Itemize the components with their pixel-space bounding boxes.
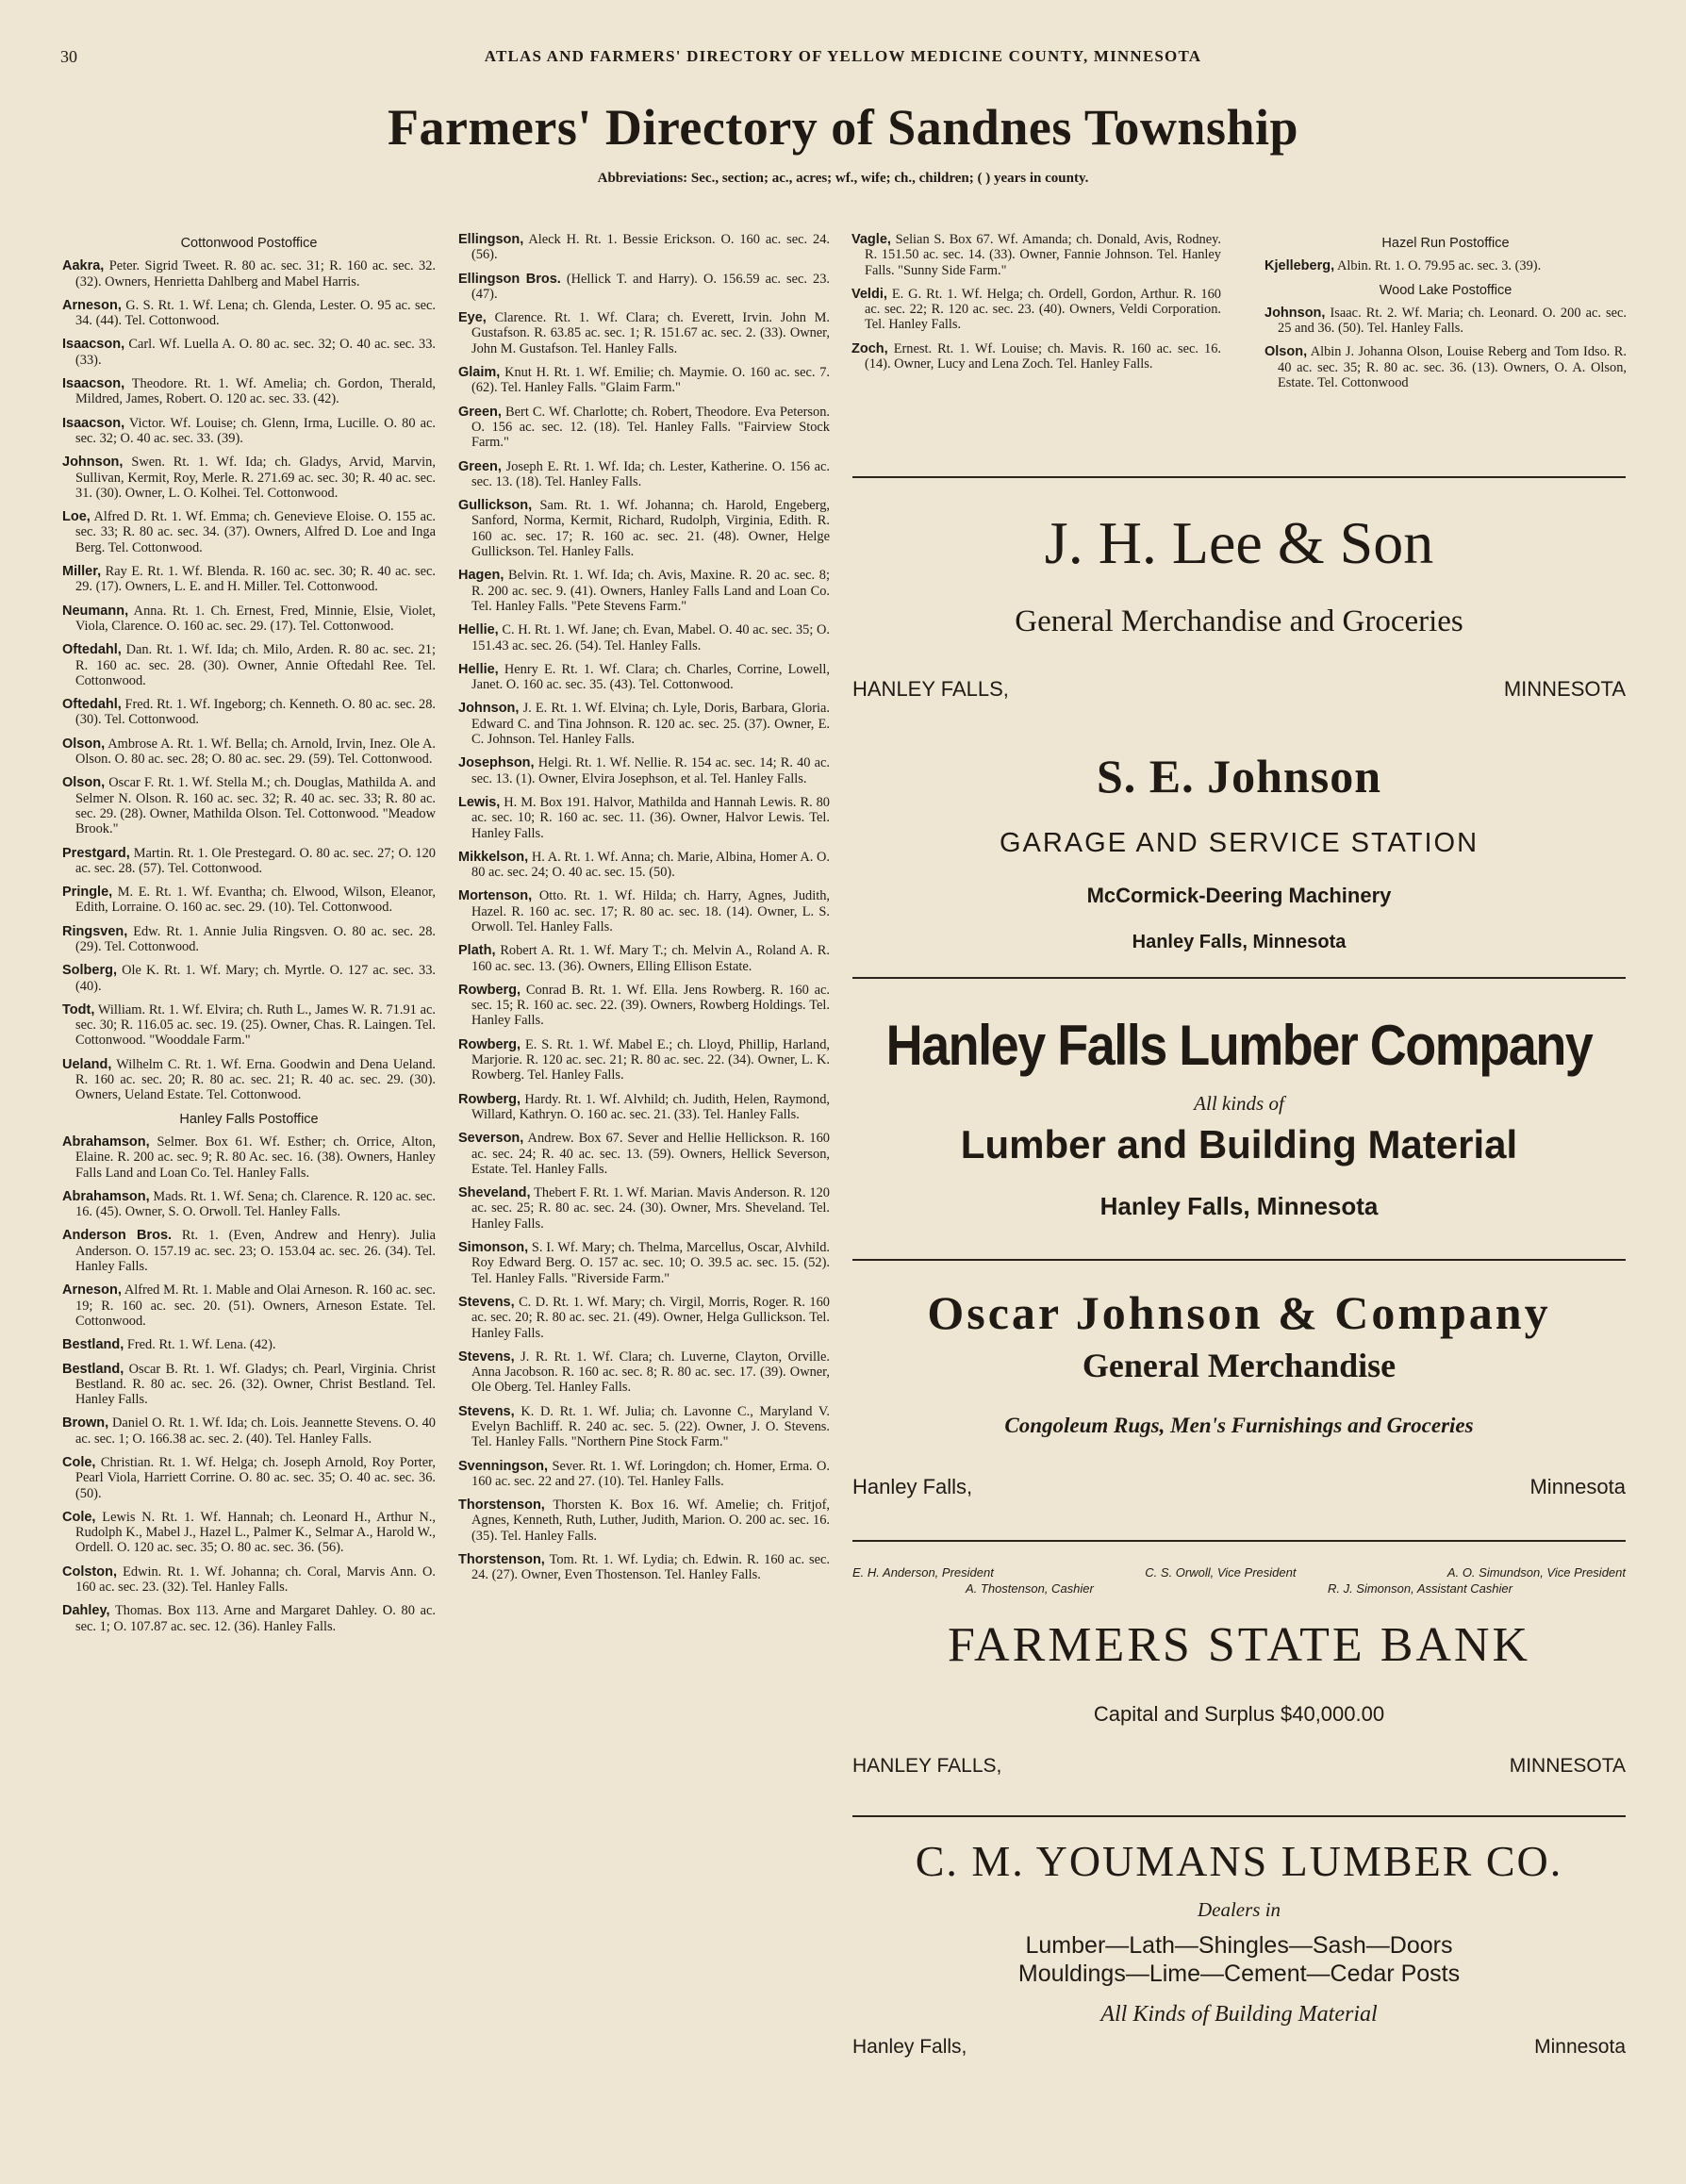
ad-ojc-name: Oscar Johnson & Company bbox=[927, 1286, 1551, 1339]
entry-name: Stevens, bbox=[458, 1403, 515, 1419]
directory-entry bbox=[62, 697, 436, 728]
entry-text: Knut H. Rt. 1. Wf. Emilie; ch. Maymie. O. 160 ac. sec. 7. (62). Tel. Hanley Falls. "Glaim Farm." bbox=[471, 365, 830, 396]
directory-entry bbox=[62, 963, 436, 994]
entry-name: Colston, bbox=[62, 1564, 117, 1580]
column-2 bbox=[458, 232, 830, 1592]
abbreviations: Abbreviations: Sec., section; ac., acres; wf., wife; ch., children; ( ) years in county. bbox=[597, 171, 1089, 186]
entry-name: Eye, bbox=[458, 310, 487, 326]
directory-entry bbox=[62, 1603, 436, 1634]
entry-text: C. D. Rt. 1. Wf. Mary; ch. Virgil, Morris, Roger. R. 160 ac. sec. 20; R. 80 ac. sec. 21. (49). Owner, Helga Gullickson. Tel. Hanley Falls. bbox=[471, 1294, 830, 1341]
directory-entry bbox=[458, 405, 830, 451]
bank-officer: A. O. Simundson, Vice President bbox=[1446, 1565, 1626, 1580]
entry-name: Veldi, bbox=[851, 286, 887, 302]
ad-ojc-line1: General Merchandise bbox=[1082, 1347, 1397, 1384]
entry-name: Zoch, bbox=[851, 340, 888, 356]
entry-name: Olson, bbox=[62, 736, 106, 752]
entry-name: Olson, bbox=[62, 775, 106, 791]
page-title: Farmers' Directory of Sandnes Township bbox=[387, 99, 1299, 156]
ad-youmans-line3: Mouldings—Lime—Cement—Cedar Posts bbox=[1017, 1961, 1461, 1987]
entry-text: Albin. Rt. 1. O. 79.95 ac. sec. 3. (39). bbox=[1336, 258, 1542, 274]
entry-name: Sheveland, bbox=[458, 1185, 531, 1201]
directory-entry bbox=[458, 755, 830, 786]
directory-entry bbox=[458, 850, 830, 881]
directory-entry bbox=[62, 1337, 436, 1352]
entry-name: Vagle, bbox=[851, 232, 891, 247]
directory-entry bbox=[62, 1510, 436, 1556]
directory-entry bbox=[62, 1228, 436, 1274]
ad-sej-line3: Hanley Falls, Minnesota bbox=[1132, 932, 1347, 952]
entry-text: Ernest. Rt. 1. Wf. Louise; ch. Mavis. R. 160 ac. sec. 16. (14). Owner, Lucy and Lena Zoch. Tel. Hanley Falls. bbox=[865, 340, 1221, 372]
ad-hflc-line1: All kinds of bbox=[1194, 1092, 1284, 1115]
directory-entry bbox=[458, 943, 830, 974]
bank-officer: A. Thostenson, Cashier bbox=[966, 1581, 1094, 1596]
directory-entry bbox=[458, 1092, 830, 1123]
entry-list bbox=[458, 232, 830, 1583]
entry-text: Tom. Rt. 1. Wf. Lydia; ch. Edwin. R. 160 ac. sec. 24. (27). Owner, Even Thostenson. Tel. Hanley Falls. bbox=[471, 1552, 830, 1583]
entry-name: Isaacson, bbox=[62, 337, 125, 353]
entry-name: Bestland, bbox=[62, 1361, 124, 1377]
entry-name: Thorstenson, bbox=[458, 1552, 545, 1568]
postoffice-heading: Hazel Run Postoffice bbox=[1381, 236, 1510, 251]
entry-name: Prestgard, bbox=[62, 845, 130, 861]
entry-name: Stevens, bbox=[458, 1294, 515, 1310]
entry-text: Ray E. Rt. 1. Wf. Blenda. R. 160 ac. sec. 30; R. 40 ac. sec. 29. (17). Owners, L. E. and H. Miller. Tel. Cottonwood. bbox=[75, 564, 436, 595]
entry-name: Pringle, bbox=[62, 885, 113, 901]
ad-hanley-falls-lumber bbox=[852, 979, 1626, 1259]
directory-entry bbox=[62, 846, 436, 877]
entry-name: Kjelleberg, bbox=[1264, 258, 1335, 274]
postoffice-heading: Wood Lake Postoffice bbox=[1379, 282, 1512, 298]
postoffice-heading: Hanley Falls Postoffice bbox=[179, 1111, 319, 1127]
entry-name: Mikkelson, bbox=[458, 849, 529, 865]
entry-text: Anna. Rt. 1. Ch. Ernest, Fred, Minnie, Elsie, Violet, Viola, Clarence. O. 160 ac. sec. 29. (17). Tel. Cottonwood. bbox=[75, 603, 437, 634]
directory-entry bbox=[458, 983, 830, 1029]
directory-entry bbox=[458, 701, 830, 747]
entry-text: M. E. Rt. 1. Wf. Evantha; ch. Elwood, Wilson, Eleanor, Edith, Lorraine. O. 160 ac. sec. 29. (10). Tel. Cottonwood. bbox=[75, 885, 436, 916]
entry-name: Simonson, bbox=[458, 1240, 529, 1256]
entry-name: Lewis, bbox=[458, 794, 501, 810]
directory-entry bbox=[458, 232, 830, 263]
entry-text: Selian S. Box 67. Wf. Amanda; ch. Donald, Avis, Rodney. R. 151.50 ac. sec. 14. (33). Owner, Fannie Johnson. Tel. Hanley Falls. "Sunny Side Farm." bbox=[865, 232, 1221, 278]
directory-entry bbox=[62, 1189, 436, 1220]
entry-name: Severson, bbox=[458, 1131, 524, 1147]
entry-name: Bestland, bbox=[62, 1337, 124, 1353]
entry-text: C. H. Rt. 1. Wf. Jane; ch. Evan, Mabel. O. 40 ac. sec. 35; O. 151.43 ac. sec. 26. (54). Tel. Hanley Falls. bbox=[471, 622, 830, 654]
entry-text: Carl. Wf. Luella A. O. 80 ac. sec. 32; O. 40 ac. sec. 33. (33). bbox=[75, 337, 436, 368]
directory-entry bbox=[62, 416, 436, 447]
entry-name: Hellie, bbox=[458, 622, 499, 638]
entry-text: Ambrose A. Rt. 1. Wf. Bella; ch. Arnold, Irvin, Inez. Ole A. Olson. O. 80 ac. sec. 28; O. 80 ac. sec. 29. (59). Tel. Cottonwood. bbox=[75, 736, 436, 768]
directory-entry bbox=[458, 272, 830, 303]
directory-entry bbox=[458, 1459, 830, 1490]
entry-name: Hellie, bbox=[458, 661, 499, 677]
directory-entry bbox=[458, 1240, 830, 1286]
entry-list bbox=[851, 232, 1221, 372]
directory-entry bbox=[1264, 306, 1627, 337]
column-4 bbox=[1264, 232, 1627, 399]
entry-name: Olson, bbox=[1264, 344, 1308, 360]
entry-text: Helgi. Rt. 1. Wf. Nellie. R. 154 ac. sec. 14; R. 40 ac. sec. 13. (1). Owner, Elvira Josephson, et al. Tel. Hanley Falls. bbox=[471, 755, 830, 786]
entry-text: Martin. Rt. 1. Ole Prestegard. O. 80 ac. sec. 27; O. 120 ac. sec. 28. (57). Tel. Cottonwood. bbox=[75, 845, 436, 876]
entry-name: Loe, bbox=[62, 509, 91, 525]
entry-text: Aleck H. Rt. 1. Bessie Erickson. O. 160 ac. sec. 24. (56). bbox=[471, 232, 830, 263]
entry-list bbox=[1264, 258, 1627, 273]
ad-lee-line: General Merchandise and Groceries bbox=[1015, 604, 1463, 638]
entry-name: Green, bbox=[458, 404, 502, 420]
directory-entry bbox=[62, 509, 436, 555]
directory-entry bbox=[62, 885, 436, 916]
entry-text: Sam. Rt. 1. Wf. Johanna; ch. Harold, Engeberg, Sanford, Norma, Kermit, Richard, Rudolph, Virginia, Edith. R. 160 ac. sec. 17; R. 160 ac. sec. 21. (48). Owner, Helge Gullickson. Tel. Hanley Falls. bbox=[471, 498, 830, 560]
entry-text: Alfred D. Rt. 1. Wf. Emma; ch. Genevieve Eloise. O. 155 ac. sec. 33; R. 80 ac. sec. 34. (37). Owners, Alfred D. Loe and Inga Berg. Tel. Cottonwood. bbox=[75, 509, 436, 555]
bank-officer: E. H. Anderson, President bbox=[852, 1565, 994, 1580]
ad-hflc-line3: Hanley Falls, Minnesota bbox=[1099, 1192, 1379, 1220]
page-number: 30 bbox=[60, 47, 77, 66]
entry-text: Conrad B. Rt. 1. Wf. Ella. Jens Rowberg. R. 160 ac. sec. 15; R. 160 ac. sec. 22. (39). Owners, Rowberg Holdings. Tel. Hanley Falls. bbox=[471, 982, 830, 1029]
directory-entry bbox=[62, 604, 436, 635]
bank-officer: R. J. Simonson, Assistant Cashier bbox=[1327, 1581, 1512, 1596]
entry-name: Ringsven, bbox=[62, 923, 128, 939]
entry-text: Theodore. Rt. 1. Wf. Amelia; ch. Gordon, Therald, Mildred, James, Robert. O. 120 ac. sec. 33. (42). bbox=[75, 376, 436, 407]
entry-name: Hagen, bbox=[458, 568, 504, 584]
running-title: ATLAS AND FARMERS' DIRECTORY OF YELLOW MEDICINE COUNTY, MINNESOTA bbox=[484, 47, 1202, 65]
entry-name: Neumann, bbox=[62, 603, 129, 619]
directory-entry bbox=[62, 736, 436, 768]
entry-name: Gullickson, bbox=[458, 498, 533, 514]
ad-bank-state: MINNESOTA bbox=[1509, 1755, 1626, 1777]
directory-entry bbox=[62, 1564, 436, 1596]
directory-entry bbox=[458, 1349, 830, 1396]
directory-entry bbox=[62, 1415, 436, 1447]
entry-text: Thebert F. Rt. 1. Wf. Marian. Mavis Anderson. R. 120 ac. sec. 25; R. 80 ac. sec. 24. (30). Owner, Mrs. Sheveland. Tel. Hanley Falls. bbox=[471, 1185, 830, 1232]
bank-officers-row1 bbox=[852, 1565, 1626, 1580]
entry-text: Alfred M. Rt. 1. Mable and Olai Arneson. R. 160 ac. sec. 19; R. 160 ac. sec. 20. (51). Owners, Arneson Estate. Tel. Cottonwood. bbox=[75, 1282, 436, 1329]
entry-text: Rt. 1. (Even, Andrew and Henry). Julia Anderson. O. 157.19 ac. sec. 23; O. 153.04 ac. sec. 26. (34). Tel. Hanley Falls. bbox=[75, 1228, 436, 1275]
entry-text: Oscar B. Rt. 1. Wf. Gladys; ch. Pearl, Virginia. Christ Bestland. R. 80 ac. sec. 26. (32). Owner, Christ Bestland. Tel. Hanley Falls. bbox=[75, 1361, 436, 1408]
entry-text: Bert C. Wf. Charlotte; ch. Robert, Theodore. Eva Peterson. O. 156 ac. sec. 12. (18). Tel. Hanley Falls. "Fairview Stock Farm." bbox=[471, 404, 830, 451]
bank-officers-row2 bbox=[966, 1581, 1512, 1596]
entry-text: Dan. Rt. 1. Wf. Ida; ch. Milo, Arden. R. 80 ac. sec. 21; R. 160 ac. sec. 28. (30). Owner, Annie Oftedahl Ree. Tel. Cottonwood. bbox=[75, 642, 436, 688]
entry-text: Clarence. Rt. 1. Wf. Clara; ch. Everett, Irvin. John M. Gustafson. R. 63.85 ac. sec. 1; R. 151.67 ac. sec. 2. (33). Owner, John M. Gustafson. Tel. Hanley Falls. bbox=[471, 310, 830, 356]
entry-text: Peter. Sigrid Tweet. R. 80 ac. sec. 31; R. 160 ac. sec. 32. (32). Owners, Henrietta Dahlberg and Mabel Harris. bbox=[75, 258, 436, 290]
directory-entry bbox=[458, 498, 830, 559]
directory-entry bbox=[458, 795, 830, 841]
entry-text: E. S. Rt. 1. Wf. Mabel E.; ch. Lloyd, Phillip, Harland, Marjorie. R. 120 ac. sec. 21; R. 80 ac. sec. 22. (34). Owner, L. K. Rowberg. Tel. Hanley Falls. bbox=[471, 1036, 830, 1084]
entry-name: Todt, bbox=[62, 1001, 95, 1018]
entry-text: Sever. Rt. 1. Wf. Loringdon; ch. Homer, Erma. O. 160 ac. sec. 22 and 27. (10). Tel. Hanley Falls. bbox=[471, 1458, 830, 1489]
ad-ojc-line2: Congoleum Rugs, Men's Furnishings and Groceries bbox=[1004, 1414, 1474, 1437]
entry-text: Hardy. Rt. 1. Wf. Alvhild; ch. Judith, Helen, Raymond, Willard, Kathryn. O. 160 ac. sec. 21. (33). Tel. Hanley Falls. bbox=[471, 1091, 830, 1122]
entry-name: Rowberg, bbox=[458, 1036, 521, 1052]
entry-name: Glaim, bbox=[458, 365, 501, 381]
entry-name: Dahley, bbox=[62, 1603, 110, 1619]
ad-lee-name: J. H. Lee & Son bbox=[1044, 509, 1434, 576]
directory-entry bbox=[458, 1131, 830, 1177]
entry-text: Thomas. Box 113. Arne and Margaret Dahley. O. 80 ac. sec. 1; O. 107.87 ac. sec. 12. (36). Hanley Falls. bbox=[75, 1603, 436, 1634]
ad-youmans-line4: All Kinds of Building Material bbox=[1100, 2002, 1378, 2027]
ad-oscar-johnson bbox=[852, 1261, 1626, 1540]
entry-name: Ueland, bbox=[62, 1056, 112, 1072]
entry-text: H. A. Rt. 1. Wf. Anna; ch. Marie, Albina, Homer A. O. 80 ac. sec. 24; O. 40 ac. sec. 15. (50). bbox=[471, 849, 830, 881]
entry-text: Victor. Wf. Louise; ch. Glenn, Irma, Lucille. O. 80 ac. sec. 32; O. 40 ac. sec. 33. (39). bbox=[75, 415, 436, 446]
ad-youmans-name: C. M. YOUMANS LUMBER CO. bbox=[915, 1837, 1563, 1885]
ad-se-johnson bbox=[852, 695, 1626, 954]
entry-text: K. D. Rt. 1. Wf. Julia; ch. Lavonne C., Maryland V. Evelyn Bachliff. R. 240 ac. sec. 5. (22). Owner, J. O. Stevens. Tel. Hanley Falls. "Northern Pine Stock Farm." bbox=[471, 1403, 830, 1450]
directory-entry bbox=[458, 1404, 830, 1450]
directory-entry bbox=[458, 568, 830, 614]
column-1 bbox=[62, 232, 436, 1643]
entry-text: Joseph E. Rt. 1. Wf. Ida; ch. Lester, Katherine. O. 156 ac. sec. 13. (18). Tel. Hanley Falls. bbox=[471, 458, 830, 489]
entry-name: Plath, bbox=[458, 943, 496, 959]
directory-entry bbox=[458, 310, 830, 356]
entry-name: Rowberg, bbox=[458, 982, 521, 998]
entry-name: Abrahamson, bbox=[62, 1133, 150, 1150]
entry-list bbox=[62, 1134, 436, 1634]
directory-entry bbox=[458, 459, 830, 490]
entry-name: Mortenson, bbox=[458, 888, 533, 904]
entry-name: Green, bbox=[458, 458, 502, 474]
directory-entry bbox=[1264, 344, 1627, 390]
entry-name: Brown, bbox=[62, 1415, 109, 1431]
entry-name: Isaacson, bbox=[62, 376, 125, 392]
entry-text: Christian. Rt. 1. Wf. Helga; ch. Joseph Arnold, Roy Porter, Pearl Viola, Harriett Corrine. O. 80 ac. sec. 35; O. 40 ac. sec. 36. (50). bbox=[75, 1455, 436, 1501]
entry-name: Cole, bbox=[62, 1509, 96, 1525]
entry-text: Edw. Rt. 1. Annie Julia Ringsven. O. 80 ac. sec. 28. (29). Tel. Cottonwood. bbox=[75, 923, 436, 954]
entry-text: Henry E. Rt. 1. Wf. Clara; ch. Charles, Corrine, Lowell, Janet. O. 160 ac. sec. 35. (43). Tel. Cottonwood. bbox=[471, 661, 830, 693]
directory-entry bbox=[458, 1185, 830, 1232]
entry-text: Ole K. Rt. 1. Wf. Mary; ch. Myrtle. O. 127 ac. sec. 33. (40). bbox=[75, 963, 436, 994]
entry-name: Aakra, bbox=[62, 258, 105, 274]
entry-name: Thorstenson, bbox=[458, 1497, 545, 1514]
entry-name: Solberg, bbox=[62, 963, 118, 979]
directory-entry bbox=[62, 258, 436, 290]
entry-name: Johnson, bbox=[62, 455, 124, 471]
entry-text: Otto. Rt. 1. Wf. Hilda; ch. Harry, Agnes, Judith, Hazel. R. 160 ac. sec. 17; R. 80 ac. sec. 18. (14). Owner, L. S. Orwoll. Tel. Hanley Falls. bbox=[471, 888, 830, 935]
entry-text: Mads. Rt. 1. Wf. Sena; ch. Clarence. R. 120 ac. sec. 16. (45). Owner, S. O. Orwoll. Tel. Hanley Falls. bbox=[75, 1188, 436, 1220]
advertisements bbox=[852, 476, 1626, 2100]
directory-entry bbox=[62, 642, 436, 688]
entry-name: Johnson, bbox=[1264, 305, 1326, 321]
ad-lee-and-son bbox=[852, 478, 1626, 701]
postoffice-heading: Cottonwood Postoffice bbox=[180, 236, 318, 251]
directory-entry bbox=[62, 455, 436, 501]
directory-entry bbox=[458, 365, 830, 396]
entry-text: (Hellick T. and Harry). O. 156.59 ac. sec. 23. (47). bbox=[471, 271, 830, 302]
directory-entry bbox=[851, 287, 1221, 333]
entry-name: Stevens, bbox=[458, 1348, 515, 1365]
entry-name: Oftedahl, bbox=[62, 697, 122, 713]
directory-entry bbox=[458, 622, 830, 654]
entry-list bbox=[1264, 306, 1627, 390]
directory-entry bbox=[458, 1497, 830, 1544]
ad-youmans-location bbox=[852, 2036, 1626, 2059]
entry-text: Wilhelm C. Rt. 1. Wf. Erna. Goodwin and Dena Ueland. R. 160 ac. sec. 20; R. 80 ac. sec. 21; R. 40 ac. sec. 29. (30). Owners, Ueland Estate. Tel. Cottonwood. bbox=[75, 1056, 437, 1103]
entry-name: Josephson, bbox=[458, 755, 535, 771]
entry-name: Svenningson, bbox=[458, 1458, 549, 1474]
entry-text: H. M. Box 191. Halvor, Mathilda and Hannah Lewis. R. 80 ac. sec. 10; R. 160 ac. sec. 11. (36). Owner, Halvor Lewis. Tel. Hanley Falls. bbox=[471, 794, 830, 841]
ad-hflc-line2: Lumber and Building Material bbox=[960, 1122, 1518, 1166]
directory-entry bbox=[458, 1037, 830, 1084]
ad-bank-line: Capital and Surplus $40,000.00 bbox=[1093, 1702, 1385, 1726]
ad-lee-state: MINNESOTA bbox=[1503, 677, 1626, 701]
directory-entry bbox=[62, 1002, 436, 1049]
ad-bank-location bbox=[852, 1755, 1626, 1778]
ad-ojc-state: Minnesota bbox=[1529, 1475, 1626, 1498]
entry-name: Arneson, bbox=[62, 297, 122, 313]
directory-entry bbox=[62, 376, 436, 407]
entry-name: Miller, bbox=[62, 564, 102, 580]
entry-text: William. Rt. 1. Wf. Elvira; ch. Ruth L., James W. R. 71.91 ac. sec. 30; R. 116.05 ac. sec. 19. (25). Owner, Chas. R. Laingen. Tel. Cottonwood. "Wooddale Farm." bbox=[75, 1001, 436, 1049]
ad-bank-city: HANLEY FALLS, bbox=[852, 1755, 1002, 1777]
entry-name: Oftedahl, bbox=[62, 642, 122, 658]
directory-entry bbox=[851, 341, 1221, 372]
entry-text: S. I. Wf. Mary; ch. Thelma, Marcellus, Oscar, Alvhild. Roy Edward Berg. O. 157 ac. sec. 10; O. 39.5 ac. sec. 15. (52). Tel. Hanley Falls. "Riverside Farm." bbox=[471, 1240, 830, 1286]
entry-name: Arneson, bbox=[62, 1282, 122, 1299]
entry-text: Isaac. Rt. 2. Wf. Maria; ch. Leonard. O. 200 ac. sec. 25 and 36. (50). Tel. Hanley Falls. bbox=[1278, 305, 1627, 337]
directory-entry bbox=[458, 662, 830, 693]
entry-text: Oscar F. Rt. 1. Wf. Stella M.; ch. Douglas, Mathilda A. and Selmer N. Olson. R. 160 ac. sec. 32; R. 40 ac. sec. 33; R. 80 ac. sec. 29. (28). Owner, Mathilda Olson. Tel. Cottonwood. "Meadow Brook." bbox=[75, 775, 436, 837]
ad-youmans-state: Minnesota bbox=[1534, 2036, 1626, 2058]
entry-text: Albin J. Johanna Olson, Louise Reberg and Tom Idso. R. 40 ac. sec. 35; R. 80 ac. sec. 36. (13). Owners, O. A. Olson, Estate. Tel. Cottonwood bbox=[1278, 344, 1627, 391]
directory-entry bbox=[62, 1362, 436, 1408]
directory-entry bbox=[458, 1295, 830, 1341]
entry-name: Johnson, bbox=[458, 701, 520, 717]
ad-farmers-state-bank bbox=[852, 1542, 1626, 1815]
directory-entry bbox=[62, 924, 436, 955]
entry-text: Lewis N. Rt. 1. Wf. Hannah; ch. Leonard H., Arthur N., Rudolph K., Mabel J., Hazel L., Palmer K., Selmar A., Harold W., Ordell. O. 120 ac. sec. 35; O. 80 ac. sec. 36. (56). bbox=[75, 1509, 436, 1556]
directory-entry bbox=[62, 1282, 436, 1329]
directory-entry bbox=[62, 1134, 436, 1181]
entry-list bbox=[62, 258, 436, 1102]
entry-name: Abrahamson, bbox=[62, 1188, 150, 1204]
ad-lee-city: HANLEY FALLS, bbox=[852, 677, 1009, 701]
directory-entry bbox=[851, 232, 1221, 278]
entry-text: Andrew. Box 67. Sever and Hellie Hellickson. R. 160 ac. sec. 24; R. 40 ac. sec. 13. (59). Owners, Hellick Severson, Estate. Tel. Hanley Falls. bbox=[471, 1131, 830, 1177]
directory-entry bbox=[62, 298, 436, 329]
ad-sej-line2: McCormick-Deering Machinery bbox=[1086, 884, 1392, 907]
entry-text: J. R. Rt. 1. Wf. Clara; ch. Luverne, Clayton, Orville. Anna Jacobson. R. 160 ac. sec. 8; R. 80 ac. sec. 17. (39). Owner, Ole Oberg. Tel. Hanley Falls. bbox=[471, 1348, 830, 1396]
directory-entry bbox=[62, 1057, 436, 1103]
directory-entry bbox=[62, 775, 436, 836]
entry-text: G. S. Rt. 1. Wf. Lena; ch. Glenda, Lester. O. 95 ac. sec. 34. (44). Tel. Cottonwood. bbox=[75, 297, 436, 329]
entry-name: Ellingson, bbox=[458, 232, 524, 247]
directory-entry bbox=[458, 888, 830, 935]
entry-text: Thorsten K. Box 16. Wf. Amelie; ch. Fritjof, Agnes, Kenneth, Ruth, Luther, Judith, Marion. O. 200 ac. sec. 16. (35). Tel. Hanley Falls. bbox=[471, 1497, 830, 1544]
ad-hflc-name: Hanley Falls Lumber Company bbox=[885, 1014, 1593, 1078]
entry-text: Belvin. Rt. 1. Wf. Ida; ch. Avis, Maxine. R. 20 ac. sec. 8; R. 200 ac. sec. 9. (41). Owners, Hanley Falls Land and Loan Co. Tel. Hanley Falls. "Pete Stevens Farm." bbox=[471, 568, 830, 614]
ad-ojc-location bbox=[852, 1475, 1626, 1499]
directory-entry bbox=[1264, 258, 1627, 273]
ad-ojc-city: Hanley Falls, bbox=[852, 1475, 973, 1498]
entry-text: Selmer. Box 61. Wf. Esther; ch. Orrice, Alton, Elaine. R. 200 ac. sec. 9; R. 80 Ac. sec. 16. (38). Owners, Hanley Falls Land and Loan Co. Tel. Hanley Falls. bbox=[75, 1133, 436, 1181]
entry-text: Daniel O. Rt. 1. Wf. Ida; ch. Lois. Jeannette Stevens. O. 40 ac. sec. 1; O. 166.38 ac. sec. 2. (40). Tel. Hanley Falls. bbox=[75, 1415, 436, 1447]
ad-bank-name: FARMERS STATE BANK bbox=[947, 1618, 1531, 1672]
entry-name: Rowberg, bbox=[458, 1091, 521, 1107]
entry-name: Anderson Bros. bbox=[62, 1228, 173, 1244]
ad-youmans-line1: Dealers in bbox=[1197, 1898, 1281, 1921]
directory-entry bbox=[458, 1552, 830, 1583]
ad-youmans-city: Hanley Falls, bbox=[852, 2036, 967, 2058]
directory-entry bbox=[62, 337, 436, 368]
bank-officer: C. S. Orwoll, Vice President bbox=[1145, 1565, 1297, 1580]
ad-sej-name: S. E. Johnson bbox=[1096, 750, 1382, 802]
ad-youmans-line2: Lumber—Lath—Shingles—Sash—Doors bbox=[1025, 1932, 1453, 1959]
entry-text: Edwin. Rt. 1. Wf. Johanna; ch. Coral, Marvis Ann. O. 160 ac. sec. 23. (32). Tel. Hanley Falls. bbox=[75, 1564, 436, 1596]
ad-sej-line1: GARAGE AND SERVICE STATION bbox=[999, 828, 1479, 858]
column-3 bbox=[851, 232, 1221, 380]
entry-text: Fred. Rt. 1. Wf. Ingeborg; ch. Kenneth. O. 80 ac. sec. 28. (30). Tel. Cottonwood. bbox=[75, 697, 436, 728]
entry-text: Fred. Rt. 1. Wf. Lena. (42). bbox=[126, 1337, 276, 1353]
ad-youmans-lumber bbox=[852, 1817, 1626, 2100]
directory-entry bbox=[62, 564, 436, 595]
entry-text: Robert A. Rt. 1. Wf. Mary T.; ch. Melvin A., Roland A. R. 160 ac. sec. 13. (36). Owners, Elling Ellison Estate. bbox=[471, 943, 830, 974]
entry-name: Isaacson, bbox=[62, 415, 125, 431]
directory-entry bbox=[62, 1455, 436, 1501]
entry-name: Cole, bbox=[62, 1455, 96, 1470]
entry-text: J. E. Rt. 1. Wf. Elvina; ch. Lyle, Doris, Barbara, Gloria. Edward C. and Tina Johnson. R. 120 ac. sec. 25. (37). Owner, E. C. Johnson. Tel. Hanley Falls. bbox=[471, 701, 830, 748]
entry-name: Ellingson Bros. bbox=[458, 271, 561, 287]
entry-text: E. G. Rt. 1. Wf. Helga; ch. Ordell, Gordon, Arthur. R. 160 ac. sec. 22; R. 120 ac. sec. 23. (40). Owners, Veldi Corporation. Tel. Hanley Falls. bbox=[865, 286, 1221, 333]
entry-text: Swen. Rt. 1. Wf. Ida; ch. Gladys, Arvid, Marvin, Sullivan, Kermit, Roy, Merle. R. 271.69 ac. sec. 30; R. 40 ac. sec. 31. (30). Owner, L. O. Kolhei. Tel. Cottonwood. bbox=[75, 455, 436, 501]
